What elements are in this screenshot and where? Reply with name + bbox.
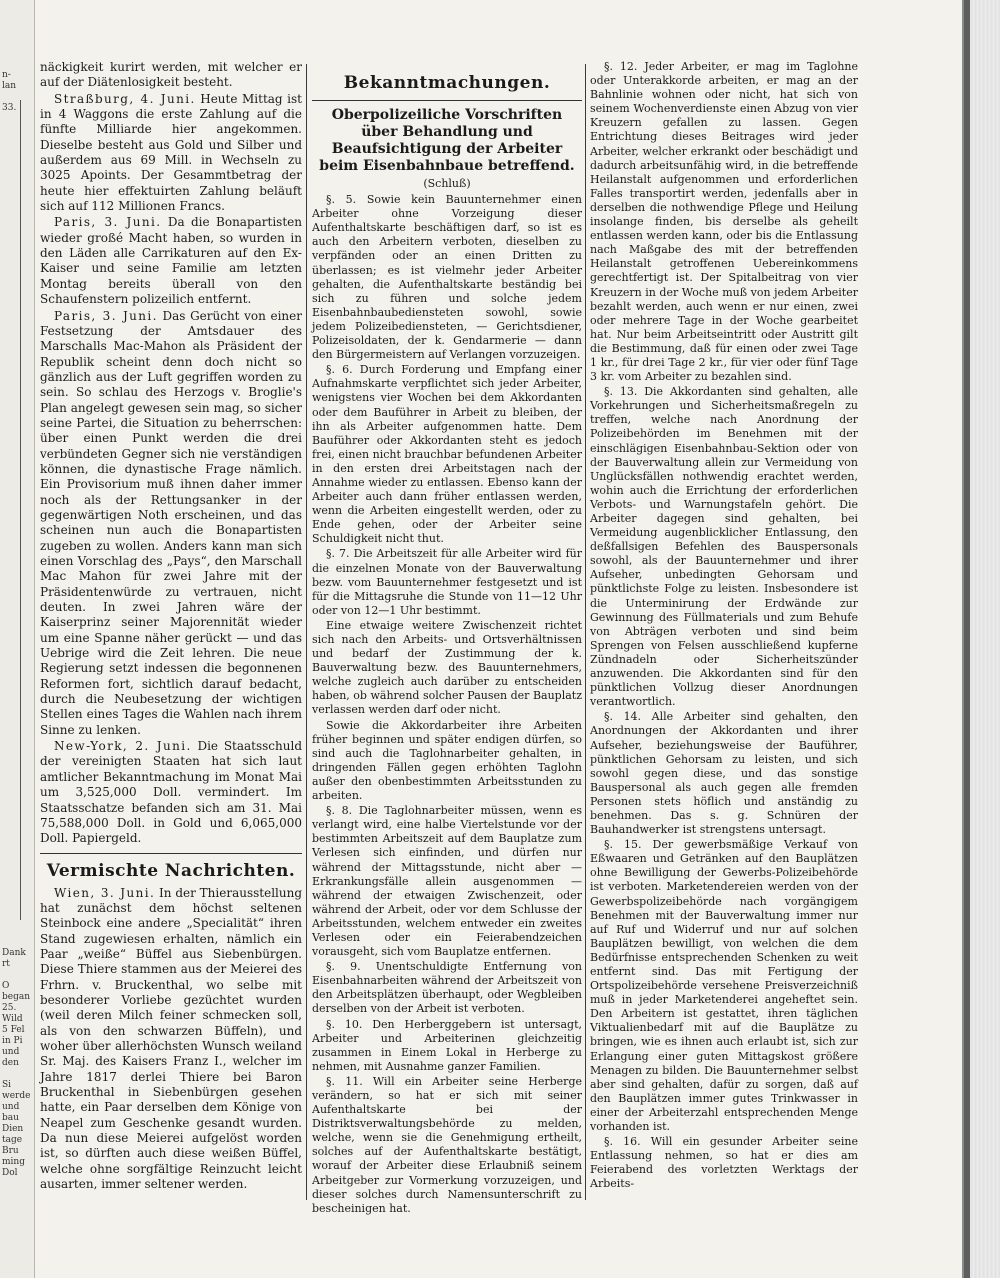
paragraph-section-7-c: Sowie die Akkordarbeiter ihre Arbeiten früher beginnen und später endigen dürfen, so sind auch die Taglohnarbeiter gehalten, in dringenden Fällen gegen erhöhten Taglohn außer den obenbestimmten Arbeitsstunden zu arbeiten. <box>312 718 582 803</box>
column-separator <box>306 64 307 1200</box>
news-text: In der Thierausstellung hat zunächst dem höchst seltenen Steinbock eine andere „Specialität“ ihren Stand zugewiesen erhalten, nämlich ein Paar „weiße“ Büffel aus Siebenbürgen. Diese Thiere stammen aus der Meierei des Frhrn. v. Bruckenthal, wo selbe mit besonderer Vorliebe gezüchtet wurden (weil deren Milch feiner schmecken soll, als von den schwarzen Büffeln), und woher über allerhöchsten Wunsch weiland Sr. Maj. des Kaisers Franz I., welcher im Jahre 1817 derlei Thiere bei Baron Bruckenthal in Siebenbürgen gesehen hatte, ein Paar derselben dem Könige von Neapel zum Geschenke gesandt wurden. Da nun diese Meierei aufgelöst worden ist, so dürften auch diese weißen Büffel, welche ohne sorgfältige Reinzucht leicht ausarten, immer seltener werden. <box>40 885 303 1192</box>
news-text: Das Gerücht von einer Festsetzung der Amtsdauer des Marschalls Mac-Mahon als Präsident der Republik scheint denn doch nicht so gänzlich aus der Luft gegriffen worden zu sein. So schlau des Herzogs v. Broglie's Plan angelegt gewesen sein mag, so sicher seine Partei, die Situation zu beherrschen: über einen Punkt werden die drei verbündeten Gegner sich nie verständigen können, die dynastische Frage nämlich. Ein Provisorium muß ihnen daher immer noch als der Rettungsanker in der gegenwärtigen Noth erscheinen, und das scheinen nun auch die Bonapartisten zugeben zu wollen. Anders kann man sich einen Vorschlag des „Pays“, den Marschall Mac Mahon für zwei Jahre mit der Präsidentenwürde zu vertrauen, nicht deuten. In zwei Jahren wäre der Kaiserprinz seiner Majorennität wieder um eine Spanne näher gerückt — und das Uebrige wird die Zeit lehren. Die neue Regierung setzt indessen die begonnenen Reformen fort, sichtlich darauf bedacht, durch die Neubesetzung der wichtigen Stellen eines Tages die Wahlen nach ihrem Sinne zu lenken. <box>40 308 303 737</box>
section-rule <box>312 100 582 101</box>
dateline: Straßburg, 4. Juni. <box>54 91 196 106</box>
column-separator <box>585 64 586 1200</box>
news-item <box>40 92 302 215</box>
news-item <box>40 739 302 846</box>
paragraph-section-10: §. 10. Den Herberggebern ist untersagt, Arbeiter und Arbeiterinen gleichzeitig zusammen in Einem Lokal in Herberge zu nehmen, mit Ausnahme ganzer Familien. <box>312 1017 582 1073</box>
adjacent-page-strip <box>0 0 35 1278</box>
column-1 <box>40 60 302 1193</box>
paragraph-section-14: §. 14. Alle Arbeiter sind gehalten, den Anordnungen der Akkordanten und ihrer Aufseher, beziehungsweise der Bauführer, pünktlichen Gehorsam zu leisten, und sich sowohl gegen diese, und das sonstige Bauspersonal als auch gegen alle fremden Personen stets höflich und anständig zu benehmen. Das s. g. Schnüren der Bauhandwerker ist strengstens untersagt. <box>590 710 858 837</box>
section-rule <box>40 853 302 854</box>
column-2 <box>312 60 582 1217</box>
news-item <box>40 886 302 1193</box>
paragraph: näckigkeit kurirt werden, mit welcher er auf der Diätenlosigkeit besteht. <box>40 60 302 90</box>
paragraph-section-11: §. 11. Will ein Arbeiter seine Herberge verändern, so hat er sich mit seiner Aufenthaltskarte bei der Distriktsverwaltungsbehörde zu melden, welche, wenn sie die Genehmigung ertheilt, solches auf der Aufenthaltskarte bestätigt, worauf der Arbeiter diese Erlaubniß seinem Arbeitgeber zur Vormerkung vorzuzeigen, und dieser solches durch Namensunterschrift zu bescheinigen hat. <box>312 1074 582 1215</box>
dateline: Paris, 3. Juni. <box>54 308 158 323</box>
continuation-note: (Schluß) <box>423 177 471 190</box>
section-heading-misc: Vermischte Nachrichten. <box>46 860 296 881</box>
adjacent-page-fragment-bottom: Dank rt O began 25. Wild 5 Fel in Pi und den Si werde und bau Dien tage Bru ming Dol <box>2 948 31 1178</box>
section-heading-announcements: Bekanntmachungen. <box>343 73 551 93</box>
paragraph-section-15: §. 15. Der gewerbsmäßige Verkauf von Eßwaaren und Getränken auf den Bauplätzen ohne Bewilligung der Gewerbs-Polizeibehörde ist verboten. Marketendereien werden von der Gewerbspolizeibehörde nach vorgängigem Benehmen mit der Bauverwaltung immer nur auf Ruf und Widerruf und nur auf solchen Bauplätzen bewilligt, von welchen die dem Bedürfnisse entsprechenden Schenken zu weit entfernt sind. Das mit Fertigung der Ortspolizeibehörde versehene Preisverzeichniß muß in jeder Marketenderei angeheftet sein. Den Arbeitern ist gestattet, ihren täglichen Viktualienbedarf mit auf die Bauplätze zu bringen, wie es ihnen auch erlaubt ist, sich zur Erlangung einer guten Mittagskost größere Menagen zu bilden. Die Bauunternehmer selbst aber sind gehalten, dafür zu sorgen, daß auf den Bauplätzen immer gutes Trinkwasser in einer der Arbeiterzahl entsprechenden Menge vorhanden ist. <box>590 838 858 1134</box>
book-page-edges <box>962 0 1000 1278</box>
news-item <box>40 215 302 307</box>
news-text: Heute Mittag ist in 4 Waggons die erste Zahlung auf die fünfte Milliarde hier angekommen. Dieselbe besteht aus Gold und Silber und außerdem aus 69 Mill. in Wechseln zu 3025 Apoints. Der Gesammtbetrag der heute hier effektuirten Zahlung beläuft sich auf 112 Millionen Francs. <box>40 91 302 214</box>
news-text: Die Staatsschuld der vereinigten Staaten hat sich laut amtlicher Bekanntmachung im Monat Mai um 3,525,000 Doll. vermindert. Im Staatsschatze befanden sich am 31. Mai 75,588,000 Doll. in Gold und 6,065,000 Doll. Papiergeld. <box>40 739 302 846</box>
column-3 <box>590 60 858 1193</box>
paragraph-section-8: §. 8. Die Taglohnarbeiter müssen, wenn es verlangt wird, eine halbe Viertelstunde vor der bestimmten Arbeitszeit auf dem Bauplatze zum Verlesen sich einfinden, und dürfen nur während der Mittagsstunde, nicht aber — Erkrankungsfälle allein ausgenommen — während der etwaigen Zwischenzeit, oder während der Arbeit, oder vor dem Schlusse der Arbeitsstunden, welchem entweder ein zweites Verlesen oder ein Feierabendzeichen vorausgeht, sich vom Bauplatze entfernen. <box>312 804 582 959</box>
news-item <box>40 309 302 739</box>
paragraph-section-9: §. 9. Unentschuldigte Entfernung von Eisenbahnarbeiten während der Arbeitszeit von den Arbeitsplätzen überhaupt, oder Wegbleiben derselben von der Arbeit ist verboten. <box>312 960 582 1016</box>
dateline: New-York, 2. Juni. <box>54 739 192 754</box>
adjacent-page-fragment-top: n- lan 33. <box>2 70 17 113</box>
regulation-title: Oberpolizeiliche Vorschriften über Behandlung und Beaufsichtigung der Arbeiter beim Eisenbahnbaue betreffend. <box>319 107 575 174</box>
paragraph-section-7: §. 7. Die Arbeitszeit für alle Arbeiter wird für die einzelnen Monate von der Bauverwaltung bezw. vom Bauunternehmer festgesetzt und ist für die Mittagsruhe die Stunde von 11—12 Uhr oder von 12—1 Uhr bestimmt. <box>312 547 582 617</box>
adjacent-page-rule <box>20 100 21 920</box>
paragraph-section-16: §. 16. Will ein gesunder Arbeiter seine Entlassung nehmen, so hat er dies am Feierabend des vorletzten Werktags der Arbeits- <box>590 1135 858 1191</box>
paragraph-section-5: §. 5. Sowie kein Bauunternehmer einen Arbeiter ohne Vorzeigung dieser Aufenthaltskarte beschäftigen darf, so ist es auch den Arbeitern verboten, dieselben zu verpfänden oder an einen Dritten zu überlassen; es ist vielmehr jeder Arbeiter gehalten, die Aufenthaltskarte beständig bei sich zu führen und solche jedem Eisenbahnbaubediensteten sowohl, sowie jedem Polizeibediensteten, — Gerichtsdiener, Polizeisoldaten, der k. Gendarmerie — dann den Bürgermeistern auf Verlangen vorzuzeigen. <box>312 193 582 362</box>
paragraph-section-7-b: Eine etwaige weitere Zwischenzeit richtet sich nach den Arbeits- und Ortsverhältnissen und bedarf der Zustimmung der k. Bauverwaltung bezw. des Bauunternehmers, welche zugleich auch darüber zu entscheiden haben, ob während solcher Pausen der Bauplatz verlassen werden darf oder nicht. <box>312 618 582 717</box>
dateline: Paris, 3. Juni. <box>54 215 162 230</box>
paragraph-section-13: §. 13. Die Akkordanten sind gehalten, alle Vorkehrungen und Sicherheitsmaßregeln zu treffen, welche nach Anordnung der Polizeibehörden im Benehmen mit der einschlägigen Eisenbahnbau-Sektion oder von der Bauverwaltung allein zur Vermeidung von Unglücksfällen nothwendig erachtet werden, wohin auch die Errichtung der erforderlichen Verbots- und Warnungstafeln gehört. Die Arbeiter dagegen sind gehalten, bei Vermeidung augenblicklicher Entlassung, den deßfallsigen Befehlen des Bauspersonals sowohl, als der Bauunternehmer und ihrer Aufseher, unbedingten Gehorsam und pünktlichste Folge zu leisten. Insbesondere ist die Unterminirung der Erdwände zur Gewinnung des Füllmaterials und zum Behufe von Abträgen verboten und sind beim Sprengen von Felsen ausschließend kupferne Zündnadeln oder Sicherheitszünder anzuwenden. Die Akkordanten sind für den pünktlichen Vollzug dieser Anordnungen verantwortlich. <box>590 385 858 709</box>
book-edge-shadow <box>964 0 970 1278</box>
paragraph-section-6: §. 6. Durch Forderung und Empfang einer Aufnahmskarte verpflichtet sich jeder Arbeiter, wenigstens vier Wochen bei dem Akkordanten oder dem Bauführer in Arbeit zu bleiben, der ihn als Arbeiter aufgenommen hatte. Dem Bauführer oder Akkordanten steht es jedoch frei, einen nicht brauchbar befundenen Arbeiter in den ersten drei Arbeitstagen nach der Annahme wieder zu entlassen. Ebenso kann der Arbeiter auch dann früher entlassen werden, wenn die Arbeiten eingestellt werden, oder zu Ende gehen, oder der Arbeiter seine Schuldigkeit nicht thut. <box>312 363 582 546</box>
dateline: Wien, 3. Juni. <box>54 885 156 900</box>
paragraph-section-12: §. 12. Jeder Arbeiter, er mag im Taglohne oder Unterakkorde arbeiten, er mag an der Bahnlinie wohnen oder nicht, hat sich von seinem Wochenverdienste einen Abzug von vier Kreuzern gefallen zu lassen. Gegen Entrichtung dieses Beitrages wird jeder Arbeiter, welcher erkrankt oder beschädigt und dadurch arbeitsunfähig wird, in die betreffende Heilanstalt aufgenommen und erforderlichen Falles transportirt werden, jedenfalls aber in derselben die nothwendige Pflege und Heilung insolange finden, bis derselbe als geheilt entlassen werden kann, oder bis die Entlassung nach Maßgabe des mit der betreffenden Heilanstalt getroffenen Uebereinkommens gerechtfertigt ist. Der Spitalbeitrag von vier Kreuzern in der Woche muß von jedem Arbeiter bezahlt werden, auch wenn er nur einen, zwei oder mehrere Tage in der Woche gearbeitet hat. Nur beim Arbeitseintritt oder Austritt gilt die Bestimmung, daß für einen oder zwei Tage 1 kr., für drei Tage 2 kr., für vier oder fünf Tage 3 kr. vom Arbeiter zu bezahlen sind. <box>590 60 858 384</box>
news-text: Da die Bonapartisten wieder großé Macht haben, so wurden in den Läden alle Carrikaturen auf den Ex-Kaiser und seine Familie am letzten Montag bereits überall von den Schaufenstern polizeilich entfernt. <box>40 215 302 307</box>
